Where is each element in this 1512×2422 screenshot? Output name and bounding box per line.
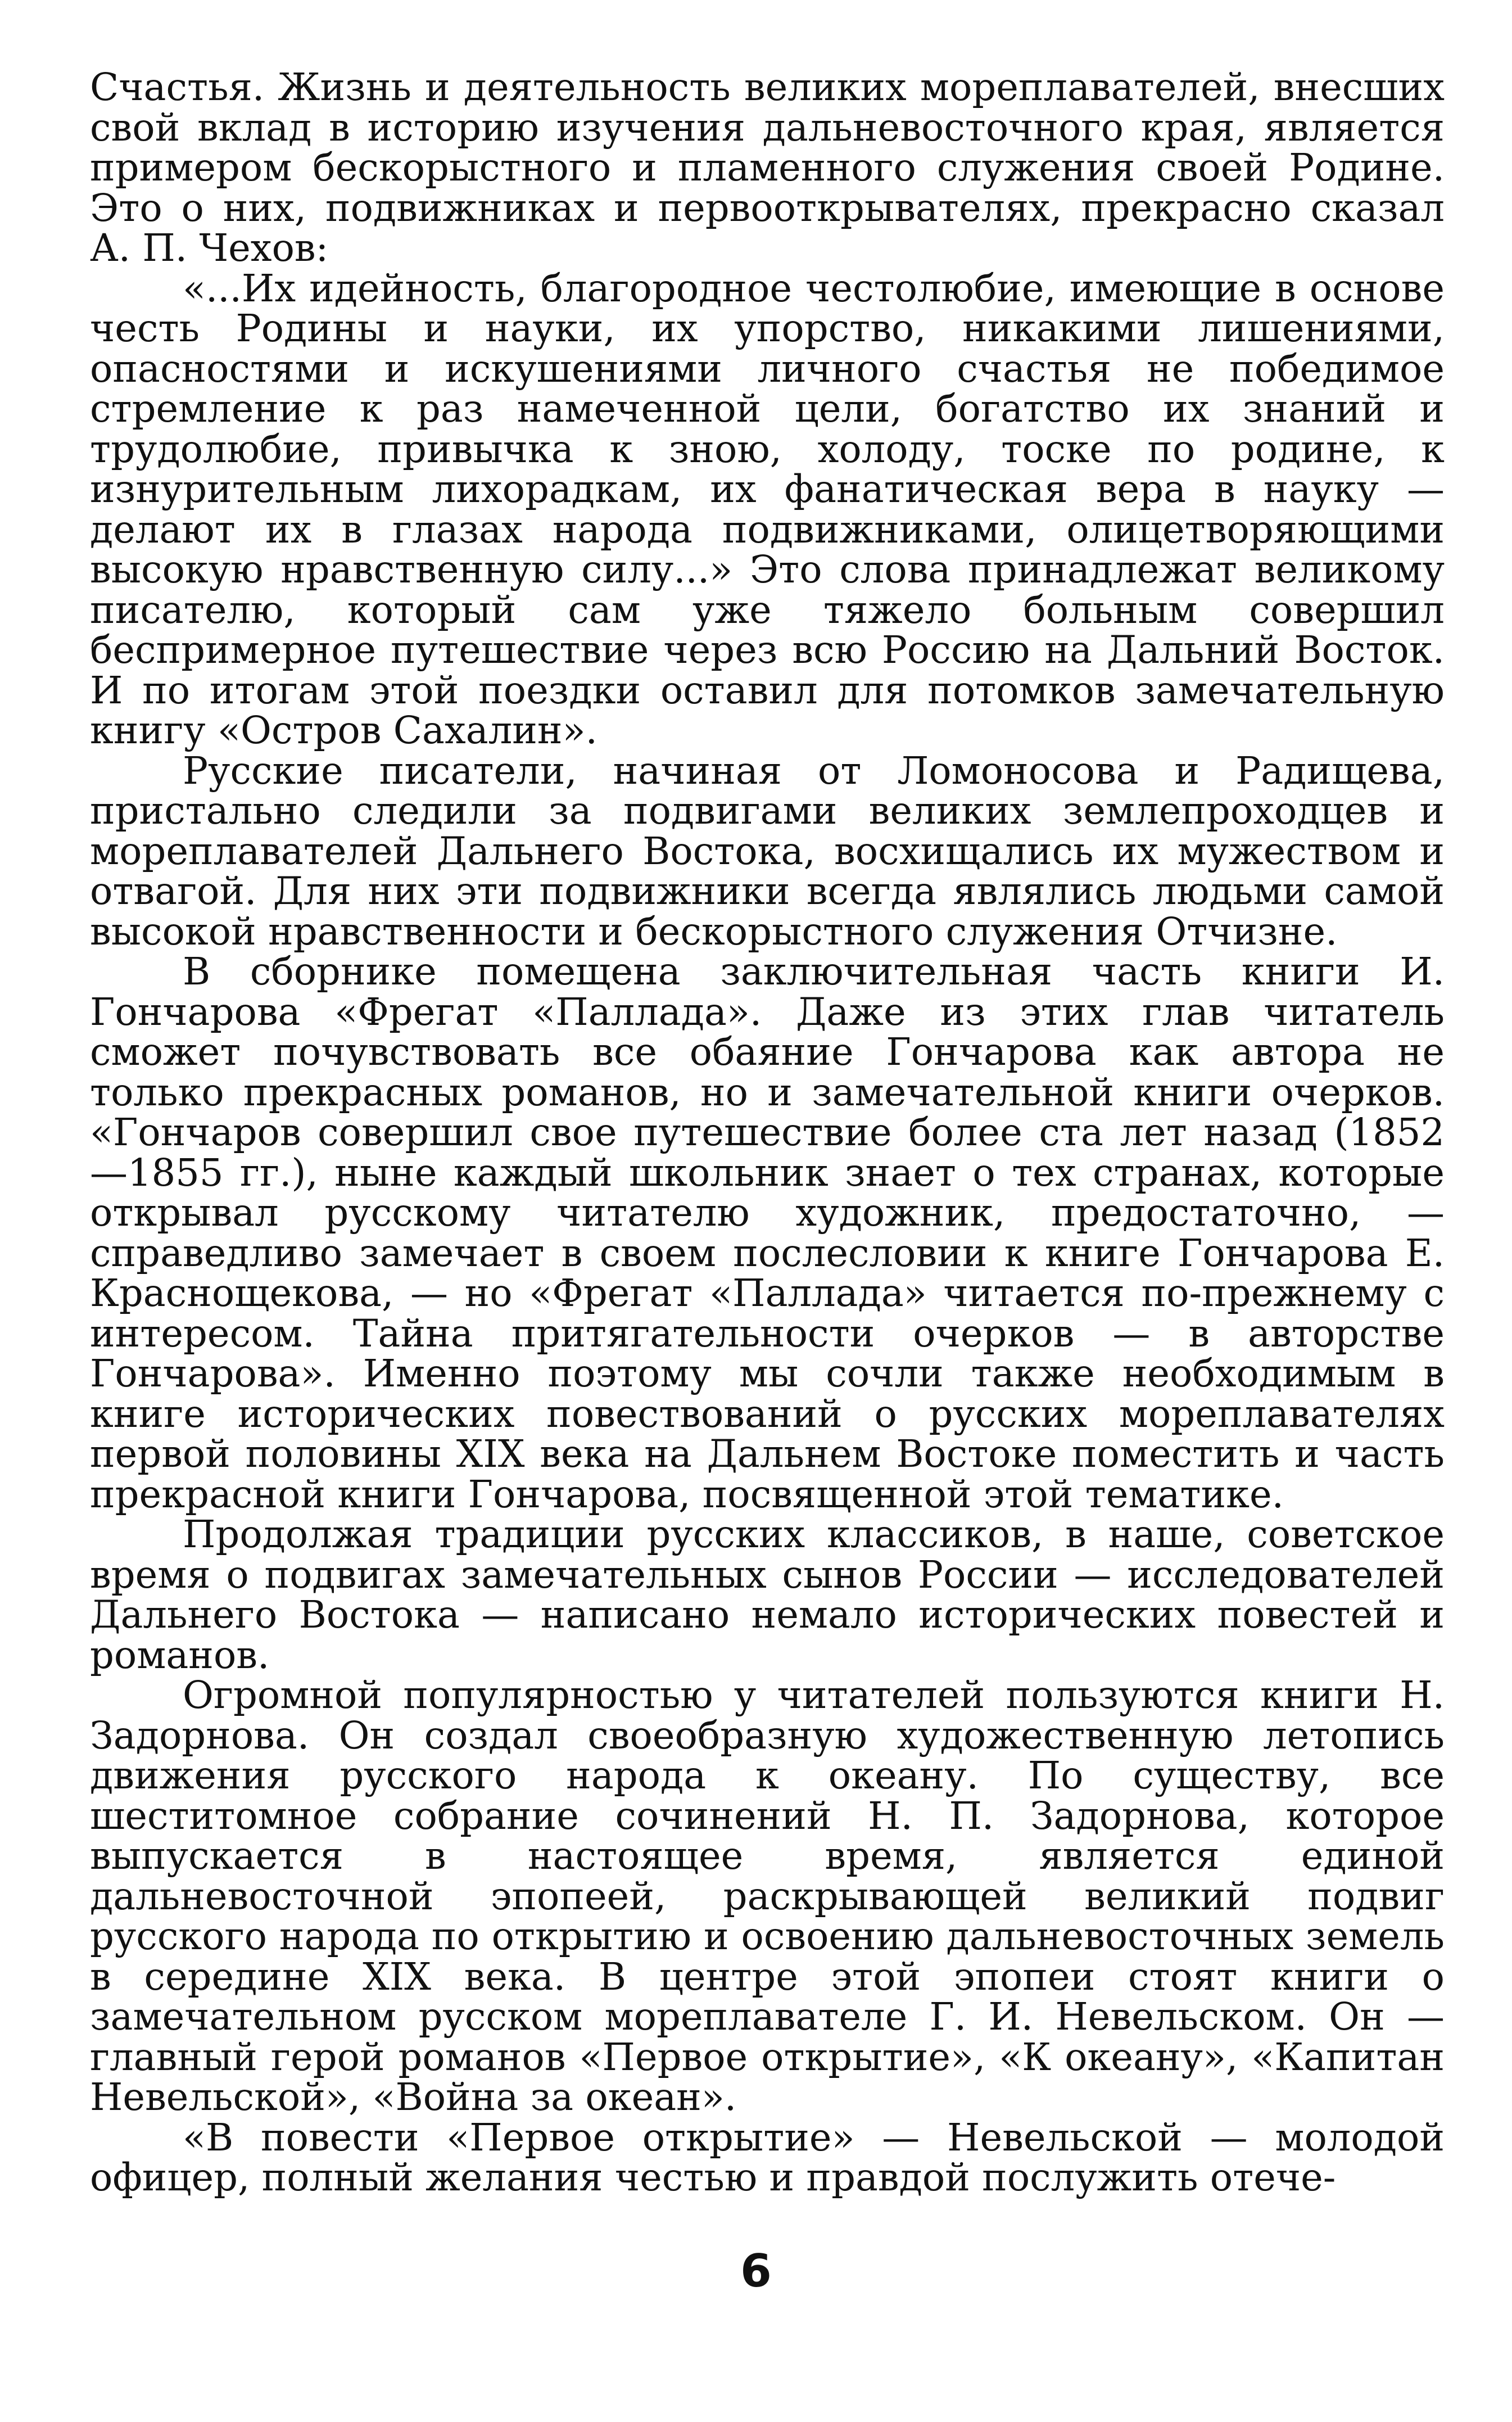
paragraph-4: В сборнике помещена заключительная часть книги И. Гончарова «Фрегат «Паллада». Даже из этих глав читатель сможет почувствовать все обаяние Гончарова как автора не только прекрасных романов, но и замечательной книги очерков. «Гончаров совершил свое путешествие более ста лет назад (1852—1855 гг.), ныне каждый школьник знает о тех странах, которые открывал русскому читателю художник, предостаточно, — справедливо замечает в своем послесловии к книге Гончарова Е. Краснощекова, — но «Фрегат «Паллада» читается по-прежнему с интересом. Тайна притягательности очерков — в авторстве Гончарова». Именно поэтому мы сочли также необходимым в книге исторических повествований о русских мореплавателях первой половины XIX века на Дальнем Востоке поместить и часть прекрасной книги Гончарова, посвященной этой тематике. [90, 950, 1445, 1516]
page-number: 6 [740, 2245, 772, 2297]
body-text [90, 67, 1445, 2198]
paragraph-7: «В повести «Первое открытие» — Невельской — молодой офицер, полный желания честью и правдой послужить отече- [90, 2115, 1445, 2199]
paragraph-5: Продолжая традиции русских классиков, в наше, советское время о подвигах замечательных сынов России — исследователей Дальнего Востока — написано немало исторических повестей и романов. [90, 1512, 1445, 1677]
paragraph-6: Огромной популярностью у читателей пользуются книги Н. Задорнова. Он создал своеобразную художественную летопись движения русского народа к океану. По существу, все шеститомное собрание сочинений Н. П. Задорнова, которое выпускается в настоящее время, является единой дальневосточной эпопеей, раскрывающей великий подвиг русского народа по открытию и освоению дальневосточных земель в середине XIX века. В центре этой эпопеи стоят книги о замечательном русском мореплавателе Г. И. Невельском. Он — главный герой романов «Первое открытие», «К океану», «Капитан Невельской», «Война за океан». [90, 1673, 1445, 2119]
paragraph-3: Русские писатели, начиная от Ломоносова и Радищева, пристально следили за подвигами великих землепроходцев и мореплавателей Дальнего Востока, восхищались их мужеством и отвагой. Для них эти подвижники всегда являлись людьми самой высокой нравственности и бескорыстного служения Отчизне. [90, 748, 1445, 954]
paragraph-2: «...Их идейность, благородное честолюбие, имеющие в основе честь Родины и науки, их упорство, никакими лишениями, опасностями и искушениями личного счастья не победимое стремление к раз намеченной цели, богатство их знаний и трудолюбие, привычка к зною, холоду, тоске по родине, к изнурительным лихорадкам, их фанатическая вера в науку — делают их в глазах народа подвижниками, олицетворяющими высокую нравственную силу...» Это слова принадлежат великому писателю, который сам уже тяжело больным совершил беспримерное путешествие через всю Россию на Дальний Восток. И по итогам этой поездки оставил для потомков замечательную книгу «Остров Сахалин». [90, 266, 1445, 752]
paragraph-1: Счастья. Жизнь и деятельность великих мореплавателей, внесших свой вклад в историю изучения дальневосточного края, является примером бескорыстного и пламенного служения своей Родине. Это о них, подвижниках и первооткрывателях, прекрасно сказал А. П. Чехов: [90, 65, 1445, 270]
